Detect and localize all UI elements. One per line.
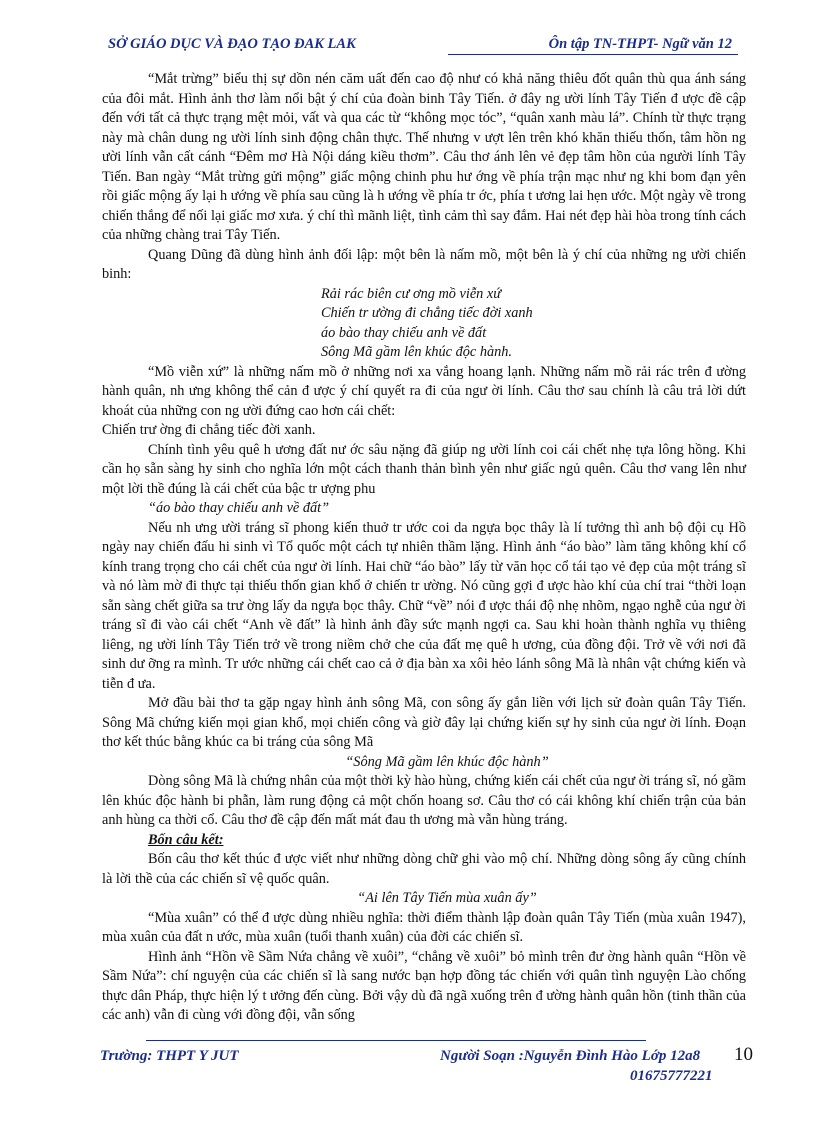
footer-school: Trường: THPT Y JUT xyxy=(100,1048,239,1064)
paragraph-9: “Mùa xuân” có thể đ ược dùng nhiều nghĩa: thời điểm thành lập đoàn quân Tây Tiến (mùa xuân 1947), mùa xuân của đất n ước, mùa xuân (tuổi thanh xuân) của đời các chiến sĩ. xyxy=(102,909,746,945)
paragraph-10: Hình ảnh “Hồn về Sầm Nứa chẳng về xuôi”, “chẳng về xuôi” bỏ mình trên đư ờng hành quân “Hồn về Sầm Nứa”: chí nguyện của các chiến sĩ là sang nước bạn hợp đồng tác chiến với quân tình nguyện Lào chống thực dân Pháp, thực hiện lý t ưởng đến cùng. Bởi vậy dù đã ngã xuống trên đ ường hành quân hồn (tinh thần của các anh) vẫn đi cùng với đồng đội, vẫn sống xyxy=(102,948,746,1023)
paragraph-7: Dòng sông Mã là chứng nhân của một thời kỳ hào hùng, chứng kiến cái chết của ngư ời tráng sĩ, nó gầm lên khúc độc hành bi phẫn, làm rung động cả một chốn hoang sơ. Câu thơ có cái không khí chiến trận của bản anh hùng ca thời cổ. Câu thơ đề cập đến mất mát đau th ương mà vẫn hùng tráng. xyxy=(102,773,746,828)
poem-line: Chiến tr ường đi chẳng tiếc đời xanh xyxy=(321,305,533,321)
paragraph-3: “Mồ viễn xứ” là những nấm mồ ở những nơi xa vắng hoang lạnh. Những nấm mồ rải rác trên đ ường hành quân, nh ưng không thể cản đ ược ý chí quyết ra đi của ngư ời lính. Câu thơ sau chính là câu trả lời dứt khoát của những con ng ười đứng cao hơn cái chết: xyxy=(102,363,746,419)
poem-line: Rải rác biên cư ơng mồ viễn xứ xyxy=(321,285,502,302)
quoted-verse-line: Chiến trư ờng đi chẳng tiếc đời xanh. xyxy=(102,422,316,438)
header-subject: Ôn tập TN-THPT- Ngữ văn 12 xyxy=(548,36,732,52)
footer-rule xyxy=(146,1040,646,1041)
poem-line: Sông Mã gầm lên khúc độc hành. xyxy=(321,344,512,360)
quote-ao-bao: “áo bào thay chiếu anh về đất” xyxy=(148,500,330,516)
page-footer xyxy=(100,1036,753,1096)
document-body xyxy=(102,70,746,1026)
page-header xyxy=(98,36,738,62)
paragraph-4: Chính tình yêu quê h ương đất nư ớc sâu nặng đã giúp ng ười lính coi cái chết nhẹ tựa lông hồng. Khi cần họ sẵn sàng hy sinh cho nghĩa lớn một cách thanh thản bình yên như giấc ngủ quên. Câu thơ vang lên như một lời thề đúng là cái chết của bậc tr ượng phu xyxy=(102,441,746,497)
section-subheading: Bốn câu kết: xyxy=(148,831,224,848)
quote-song-ma: “Sông Mã gầm lên khúc độc hành” xyxy=(345,753,549,770)
poem-line: áo bào thay chiếu anh về đất xyxy=(321,324,487,341)
quote-mua-xuan: “Ai lên Tây Tiến mùa xuân ấy” xyxy=(357,890,537,906)
paragraph-8: Bốn câu thơ kết thúc đ ược viết như những dòng chữ ghi vào mộ chí. Những dòng sông ấy cũng chính là lời thề của các chiến sĩ vệ quốc quân. xyxy=(102,851,746,887)
paragraph-5: Nếu nh ưng ười tráng sĩ phong kiến thuở tr ước coi da ngựa bọc thây là lí tưởng thì anh bộ đội cụ Hồ ngày nay chiến đấu hi sinh vì Tổ quốc một cách tự nhiên thầm lặng. Hình ảnh “áo bào” làm tăng không khí cổ kính trang trọng cho cái chết của ngư ời lính. Hai chữ “áo bào” lấy từ văn học cổ tái tạo vẻ đẹp của một tráng sĩ và nó làm mờ đi thực tại thiếu thốn gian khổ ở chiến tr ường. Nó cũng gợi đ ược hào khí của chí trai “thời loạn sẵn sàng chết giữa sa trư ờng lấy da ngựa bọc thây. Chữ “về” nói đ ược thái độ nhẹ nhõm, ngạo nghễ của ngư ời tráng sĩ đi vào cái chết “Anh về đất” là hình ảnh đầy sức mạnh ngợi ca. Sau khi hoàn thành nghĩa vụ thiêng liêng, ng ười lính Tây Tiến trở về trong niềm chở che của đất mẹ quê h ương, của đồng đội. Trở về với nơi đã sinh dư ỡng ra mình. Tr ước những cái chết cao cả ở địa bàn xa xôi hẻo lánh sông Mã là nhân vật chứng kiến và tiễn đ ưa. xyxy=(102,519,746,692)
footer-author: Người Soạn :Nguyễn Đình Hào Lớp 12a8 xyxy=(440,1048,701,1064)
paragraph-2: Quang Dũng đã dùng hình ảnh đối lập: một bên là nấm mồ, một bên là ý chí của những ng ười chiến binh: xyxy=(102,246,746,282)
paragraph-6: Mở đầu bài thơ ta gặp ngay hình ảnh sông Mã, con sông ấy gắn liền với lịch sử đoàn quân Tây Tiến. Sông Mã chứng kiến mọi gian khổ, mọi chiến công và giờ đây lại chứng kiến sự hy sinh của ngư ời lính. Đoạn thơ kết thúc bằng khúc ca bi tráng của sông Mã xyxy=(102,695,746,750)
page-number: 10 xyxy=(734,1044,753,1065)
header-rule xyxy=(448,54,738,55)
footer-phone: 01675777221 xyxy=(630,1068,713,1084)
paragraph-1: “Mắt trừng” biểu thị sự dồn nén căm uất đến cao độ như có khả năng thiêu đốt quân thù qua ánh sáng của đôi mắt. Hình ảnh thơ làm nổi bật ý chí của đoàn binh Tây Tiến. ở đây ng ười lính Tây Tiến đ ược đề cập đến với tất cả thực trạng mệt mỏi, vất và qua các từ “không mọc tóc”, “quân xanh màu lá”. Chính từ thực trạng này mà chân dung ng ười lính sinh động chân thực. Thế nhưng v ượt lên trên khó khăn thiếu thốn, tâm hồn ng ười lính vẫn cất cánh “Đêm mơ Hà Nội dáng kiều thơm”. Câu thơ ánh lên vẻ đẹp tâm hồn của người lính Tây Tiến. Ban ngày “Mắt trừng gửi mộng” giấc mộng chinh phu hư ớng về phía trận mạc như ng khi bom đạn yên rồi giấc mộng ấy lại h ướng về phía sau cũng là h ướng về phía tr ớc, phía t ương lai hẹn ước. Một ngày về trong chiến thắng để nối lại giấc mơ xưa. ý chí thì mãnh liệt, tình cảm thì say đắm. Hai nét đẹp hài hòa trong tính cách của những chàng trai Tây Tiến. xyxy=(102,71,746,243)
poem-stanza xyxy=(102,285,746,363)
header-department: SỞ GIÁO DỤC VÀ ĐẠO TẠO ĐAK LAK xyxy=(108,36,356,52)
